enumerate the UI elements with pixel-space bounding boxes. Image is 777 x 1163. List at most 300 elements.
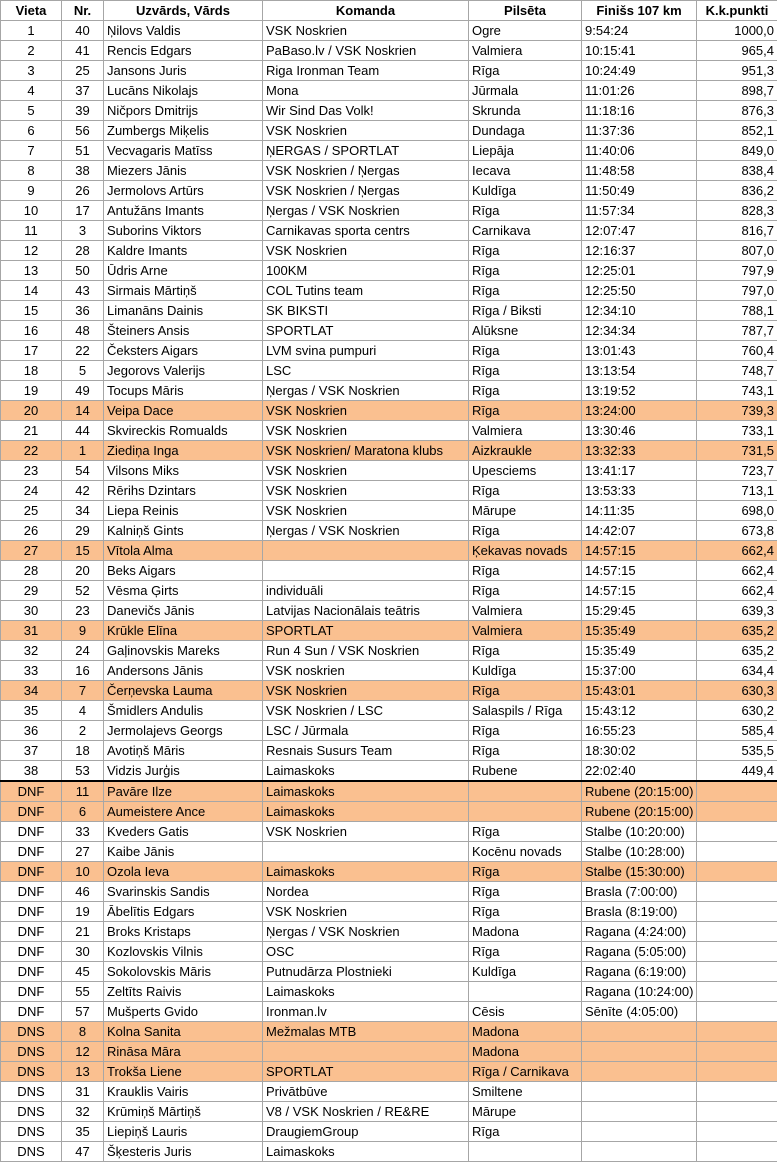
cell-city: Rīga [469, 61, 582, 81]
table-row [1, 822, 777, 842]
table-row [1, 1122, 777, 1142]
cell-finish: Brasla (7:00:00) [582, 882, 697, 902]
table-row [1, 101, 777, 121]
cell-place: DNS [1, 1062, 62, 1082]
cell-name: Ābelītis Edgars [104, 902, 263, 922]
cell-finish: 12:16:37 [582, 241, 697, 261]
table-row [1, 1102, 777, 1122]
cell-number: 32 [62, 1102, 104, 1122]
table-row [1, 1142, 777, 1162]
cell-finish: 16:55:23 [582, 721, 697, 741]
table-row [1, 781, 777, 802]
cell-city: Aizkraukle [469, 441, 582, 461]
cell-city: Carnikava [469, 221, 582, 241]
cell-city: Valmiera [469, 621, 582, 641]
cell-points: 630,2 [697, 701, 777, 721]
cell-city: Rīga [469, 902, 582, 922]
cell-finish: 12:34:34 [582, 321, 697, 341]
cell-finish: 10:24:49 [582, 61, 697, 81]
cell-name: Tocups Māris [104, 381, 263, 401]
cell-points [697, 962, 777, 982]
cell-team: Latvijas Nacionālais teātris [263, 601, 469, 621]
cell-points: 965,4 [697, 41, 777, 61]
cell-city: Madona [469, 1022, 582, 1042]
cell-place: 29 [1, 581, 62, 601]
cell-place: 26 [1, 521, 62, 541]
cell-points: 898,7 [697, 81, 777, 101]
cell-city: Rīga [469, 281, 582, 301]
cell-place: 35 [1, 701, 62, 721]
cell-number: 29 [62, 521, 104, 541]
cell-place: 16 [1, 321, 62, 341]
cell-points: 713,1 [697, 481, 777, 501]
cell-place: 27 [1, 541, 62, 561]
cell-points: 634,4 [697, 661, 777, 681]
cell-team: VSK Noskrien [263, 501, 469, 521]
cell-team: VSK Noskrien [263, 902, 469, 922]
cell-city: Kuldīga [469, 661, 582, 681]
cell-name: Ūdris Arne [104, 261, 263, 281]
cell-team: LSC [263, 361, 469, 381]
cell-city: Rīga [469, 721, 582, 741]
cell-name: Andersons Jānis [104, 661, 263, 681]
cell-place: 2 [1, 41, 62, 61]
cell-place: 20 [1, 401, 62, 421]
cell-finish: 13:13:54 [582, 361, 697, 381]
cell-points: 449,4 [697, 761, 777, 782]
cell-points [697, 862, 777, 882]
cell-city: Rīga [469, 481, 582, 501]
cell-team: LVM svina pumpuri [263, 341, 469, 361]
table-row [1, 181, 777, 201]
table-row [1, 761, 777, 782]
table-row [1, 461, 777, 481]
cell-name: Lucāns Nikolajs [104, 81, 263, 101]
cell-team: DraugiemGroup [263, 1122, 469, 1142]
cell-place: DNS [1, 1022, 62, 1042]
cell-place: 14 [1, 281, 62, 301]
cell-place: DNF [1, 882, 62, 902]
cell-name: Čerņevska Lauma [104, 681, 263, 701]
cell-name: Ozola Ieva [104, 862, 263, 882]
cell-name: Pavāre Ilze [104, 781, 263, 802]
cell-city: Rīga [469, 561, 582, 581]
cell-place: 8 [1, 161, 62, 181]
cell-place: DNF [1, 822, 62, 842]
cell-city: Rīga [469, 641, 582, 661]
cell-name: Kaibe Jānis [104, 842, 263, 862]
cell-team: Laimaskoks [263, 761, 469, 782]
cell-place: 15 [1, 301, 62, 321]
cell-city [469, 1142, 582, 1162]
cell-name: Kalniņš Gints [104, 521, 263, 541]
cell-place: 5 [1, 101, 62, 121]
cell-points [697, 1042, 777, 1062]
cell-name: Vilsons Miks [104, 461, 263, 481]
cell-place: 1 [1, 21, 62, 41]
cell-team: VSK Noskrien [263, 461, 469, 481]
cell-points: 836,2 [697, 181, 777, 201]
table-row [1, 922, 777, 942]
cell-name: Trokša Liene [104, 1062, 263, 1082]
cell-name: Jermolovs Artūrs [104, 181, 263, 201]
cell-points: 838,4 [697, 161, 777, 181]
cell-name: Vēsma Ģirts [104, 581, 263, 601]
cell-points: 635,2 [697, 641, 777, 661]
table-row [1, 1062, 777, 1082]
cell-finish: Ragana (6:19:00) [582, 962, 697, 982]
cell-points [697, 1002, 777, 1022]
cell-place: DNF [1, 922, 62, 942]
table-row [1, 1022, 777, 1042]
cell-name: Jansons Juris [104, 61, 263, 81]
cell-team: Nordea [263, 882, 469, 902]
cell-place: 23 [1, 461, 62, 481]
table-row [1, 161, 777, 181]
cell-city: Cēsis [469, 1002, 582, 1022]
cell-place: 6 [1, 121, 62, 141]
cell-number: 54 [62, 461, 104, 481]
cell-name: Vidzis Jurģis [104, 761, 263, 782]
cell-city: Skrunda [469, 101, 582, 121]
cell-city: Rīga [469, 822, 582, 842]
cell-number: 37 [62, 81, 104, 101]
cell-team: Riga Ironman Team [263, 61, 469, 81]
cell-number: 34 [62, 501, 104, 521]
cell-name: Broks Kristaps [104, 922, 263, 942]
cell-team: PaBaso.lv / VSK Noskrien [263, 41, 469, 61]
table-row [1, 321, 777, 341]
cell-points [697, 1122, 777, 1142]
cell-finish: 13:53:33 [582, 481, 697, 501]
table-row [1, 962, 777, 982]
cell-name: Avotiņš Māris [104, 741, 263, 761]
cell-place: 11 [1, 221, 62, 241]
cell-city: Rīga [469, 201, 582, 221]
cell-name: Sokolovskis Māris [104, 962, 263, 982]
cell-city: Rīga [469, 681, 582, 701]
cell-name: Liepiņš Lauris [104, 1122, 263, 1142]
cell-points: 662,4 [697, 541, 777, 561]
cell-points [697, 942, 777, 962]
cell-finish: Brasla (8:19:00) [582, 902, 697, 922]
cell-team: VSK Noskrien [263, 241, 469, 261]
cell-finish: Ragana (10:24:00) [582, 982, 697, 1002]
cell-city: Valmiera [469, 601, 582, 621]
cell-finish: Ragana (5:05:00) [582, 942, 697, 962]
cell-finish [582, 1082, 697, 1102]
cell-name: Rencis Edgars [104, 41, 263, 61]
cell-name: Zeltīts Raivis [104, 982, 263, 1002]
cell-team: Privātbūve [263, 1082, 469, 1102]
cell-finish: 11:40:06 [582, 141, 697, 161]
cell-team: Putnudārza Plostnieki [263, 962, 469, 982]
cell-place: DNF [1, 802, 62, 822]
cell-name: Kaldre Imants [104, 241, 263, 261]
table-row [1, 882, 777, 902]
header-finish: Finišs 107 km [582, 1, 697, 21]
cell-finish: 22:02:40 [582, 761, 697, 782]
cell-number: 23 [62, 601, 104, 621]
table-row [1, 862, 777, 882]
cell-place: 18 [1, 361, 62, 381]
cell-team: Ņergas / VSK Noskrien [263, 922, 469, 942]
cell-team: ŅERGAS / SPORTLAT [263, 141, 469, 161]
cell-finish: 15:43:12 [582, 701, 697, 721]
table-row [1, 381, 777, 401]
table-row [1, 1002, 777, 1022]
cell-name: Svarinskis Sandis [104, 882, 263, 902]
cell-points: 585,4 [697, 721, 777, 741]
table-row [1, 942, 777, 962]
cell-points: 849,0 [697, 141, 777, 161]
table-row [1, 902, 777, 922]
table-row [1, 701, 777, 721]
cell-place: 17 [1, 341, 62, 361]
cell-finish: 13:41:17 [582, 461, 697, 481]
cell-number: 33 [62, 822, 104, 842]
cell-place: DNF [1, 1002, 62, 1022]
cell-points: 807,0 [697, 241, 777, 261]
table-row [1, 21, 777, 41]
cell-team [263, 1042, 469, 1062]
cell-place: DNS [1, 1142, 62, 1162]
cell-name: Ziediņa Inga [104, 441, 263, 461]
table-row [1, 281, 777, 301]
cell-finish: Stalbe (15:30:00) [582, 862, 697, 882]
cell-team [263, 561, 469, 581]
header-points: K.k.punkti [697, 1, 777, 21]
cell-number: 51 [62, 141, 104, 161]
cell-number: 5 [62, 361, 104, 381]
cell-number: 39 [62, 101, 104, 121]
cell-points [697, 822, 777, 842]
cell-finish: 11:18:16 [582, 101, 697, 121]
cell-points: 662,4 [697, 581, 777, 601]
cell-number: 22 [62, 341, 104, 361]
cell-finish: 15:35:49 [582, 641, 697, 661]
cell-place: 34 [1, 681, 62, 701]
cell-city: Rīga [469, 261, 582, 281]
cell-finish: 13:24:00 [582, 401, 697, 421]
cell-team: V8 / VSK Noskrien / RE&RE [263, 1102, 469, 1122]
cell-place: DNS [1, 1122, 62, 1142]
cell-team: VSK Noskrien / Ņergas [263, 181, 469, 201]
cell-city [469, 802, 582, 822]
header-team: Komanda [263, 1, 469, 21]
cell-city: Rīga [469, 862, 582, 882]
cell-number: 4 [62, 701, 104, 721]
cell-name: Mušperts Gvido [104, 1002, 263, 1022]
cell-place: 30 [1, 601, 62, 621]
cell-city: Upesciems [469, 461, 582, 481]
cell-city: Kuldīga [469, 181, 582, 201]
cell-name: Krūkle Elīna [104, 621, 263, 641]
cell-points: 743,1 [697, 381, 777, 401]
cell-place: DNF [1, 842, 62, 862]
table-row [1, 1082, 777, 1102]
cell-place: 13 [1, 261, 62, 281]
table-row [1, 301, 777, 321]
cell-number: 55 [62, 982, 104, 1002]
cell-place: DNF [1, 962, 62, 982]
cell-city: Rīga [469, 361, 582, 381]
cell-team: Mona [263, 81, 469, 101]
table-row [1, 621, 777, 641]
cell-name: Krauklis Vairis [104, 1082, 263, 1102]
header-place: Vieta [1, 1, 62, 21]
cell-number: 41 [62, 41, 104, 61]
cell-number: 18 [62, 741, 104, 761]
cell-place: 33 [1, 661, 62, 681]
cell-city: Rīga [469, 882, 582, 902]
cell-number: 8 [62, 1022, 104, 1042]
cell-place: 32 [1, 641, 62, 661]
cell-number: 46 [62, 882, 104, 902]
cell-number: 14 [62, 401, 104, 421]
cell-name: Krūmiņš Mārtiņš [104, 1102, 263, 1122]
cell-number: 13 [62, 1062, 104, 1082]
table-row [1, 81, 777, 101]
table-row [1, 842, 777, 862]
cell-name: Vītola Alma [104, 541, 263, 561]
cell-team: SPORTLAT [263, 621, 469, 641]
cell-number: 42 [62, 481, 104, 501]
cell-city: Dundaga [469, 121, 582, 141]
cell-points [697, 1062, 777, 1082]
cell-number: 47 [62, 1142, 104, 1162]
cell-city: Rīga [469, 341, 582, 361]
cell-points [697, 1142, 777, 1162]
cell-number: 45 [62, 962, 104, 982]
table-row [1, 802, 777, 822]
cell-number: 26 [62, 181, 104, 201]
cell-name: Jegorovs Valerijs [104, 361, 263, 381]
cell-team: VSK Noskrien [263, 681, 469, 701]
cell-city: Madona [469, 922, 582, 942]
cell-name: Danevičs Jānis [104, 601, 263, 621]
cell-finish: Stalbe (10:28:00) [582, 842, 697, 862]
cell-points: 739,3 [697, 401, 777, 421]
cell-place: 36 [1, 721, 62, 741]
table-row [1, 1042, 777, 1062]
cell-name: Skvireckis Romualds [104, 421, 263, 441]
table-row [1, 401, 777, 421]
cell-finish [582, 1042, 697, 1062]
table-row [1, 221, 777, 241]
cell-number: 31 [62, 1082, 104, 1102]
cell-name: Liepa Reinis [104, 501, 263, 521]
cell-points: 748,7 [697, 361, 777, 381]
cell-name: Rināsa Māra [104, 1042, 263, 1062]
cell-team: Laimaskoks [263, 982, 469, 1002]
cell-number: 40 [62, 21, 104, 41]
cell-place: 22 [1, 441, 62, 461]
cell-city: Jūrmala [469, 81, 582, 101]
cell-number: 11 [62, 781, 104, 802]
table-row [1, 501, 777, 521]
cell-points: 630,3 [697, 681, 777, 701]
header-city: Pilsēta [469, 1, 582, 21]
cell-team: VSK noskrien [263, 661, 469, 681]
table-row [1, 441, 777, 461]
table-row [1, 61, 777, 81]
cell-points: 733,1 [697, 421, 777, 441]
cell-points: 816,7 [697, 221, 777, 241]
cell-name: Veipa Dace [104, 401, 263, 421]
cell-name: Limanāns Dainis [104, 301, 263, 321]
cell-points: 639,3 [697, 601, 777, 621]
table-row [1, 141, 777, 161]
cell-number: 3 [62, 221, 104, 241]
cell-name: Antužāns Imants [104, 201, 263, 221]
cell-number: 57 [62, 1002, 104, 1022]
cell-city: Rubene [469, 761, 582, 782]
cell-number: 17 [62, 201, 104, 221]
cell-place: 3 [1, 61, 62, 81]
cell-team [263, 541, 469, 561]
cell-number: 12 [62, 1042, 104, 1062]
cell-team: VSK Noskrien [263, 822, 469, 842]
table-row [1, 41, 777, 61]
cell-city: Iecava [469, 161, 582, 181]
cell-team: 100KM [263, 261, 469, 281]
cell-number: 25 [62, 61, 104, 81]
table-row [1, 721, 777, 741]
cell-team: Mežmalas MTB [263, 1022, 469, 1042]
cell-number: 2 [62, 721, 104, 741]
cell-number: 6 [62, 802, 104, 822]
cell-team: VSK Noskrien [263, 481, 469, 501]
cell-number: 9 [62, 621, 104, 641]
cell-place: DNS [1, 1082, 62, 1102]
cell-name: Kveders Gatis [104, 822, 263, 842]
cell-finish: 9:54:24 [582, 21, 697, 41]
table-row [1, 601, 777, 621]
cell-points: 760,4 [697, 341, 777, 361]
cell-place: 19 [1, 381, 62, 401]
cell-points [697, 982, 777, 1002]
cell-finish: 11:48:58 [582, 161, 697, 181]
cell-name: Aumeistere Ance [104, 802, 263, 822]
cell-number: 19 [62, 902, 104, 922]
cell-number: 35 [62, 1122, 104, 1142]
cell-place: DNS [1, 1042, 62, 1062]
cell-place: 38 [1, 761, 62, 782]
table-row [1, 661, 777, 681]
cell-name: Kolna Sanita [104, 1022, 263, 1042]
cell-name: Ničpors Dmitrijs [104, 101, 263, 121]
cell-points: 1000,0 [697, 21, 777, 41]
cell-points [697, 781, 777, 802]
cell-number: 48 [62, 321, 104, 341]
cell-city: Rīga [469, 741, 582, 761]
cell-place: 7 [1, 141, 62, 161]
cell-finish: Rubene (20:15:00) [582, 802, 697, 822]
cell-city: Rīga [469, 1122, 582, 1142]
cell-city: Salaspils / Rīga [469, 701, 582, 721]
cell-points: 788,1 [697, 301, 777, 321]
cell-name: Rērihs Dzintars [104, 481, 263, 501]
table-row [1, 121, 777, 141]
cell-team: Ņergas / VSK Noskrien [263, 521, 469, 541]
cell-points [697, 1022, 777, 1042]
cell-finish: 15:37:00 [582, 661, 697, 681]
cell-number: 20 [62, 561, 104, 581]
cell-points [697, 1102, 777, 1122]
cell-number: 53 [62, 761, 104, 782]
cell-place: 25 [1, 501, 62, 521]
